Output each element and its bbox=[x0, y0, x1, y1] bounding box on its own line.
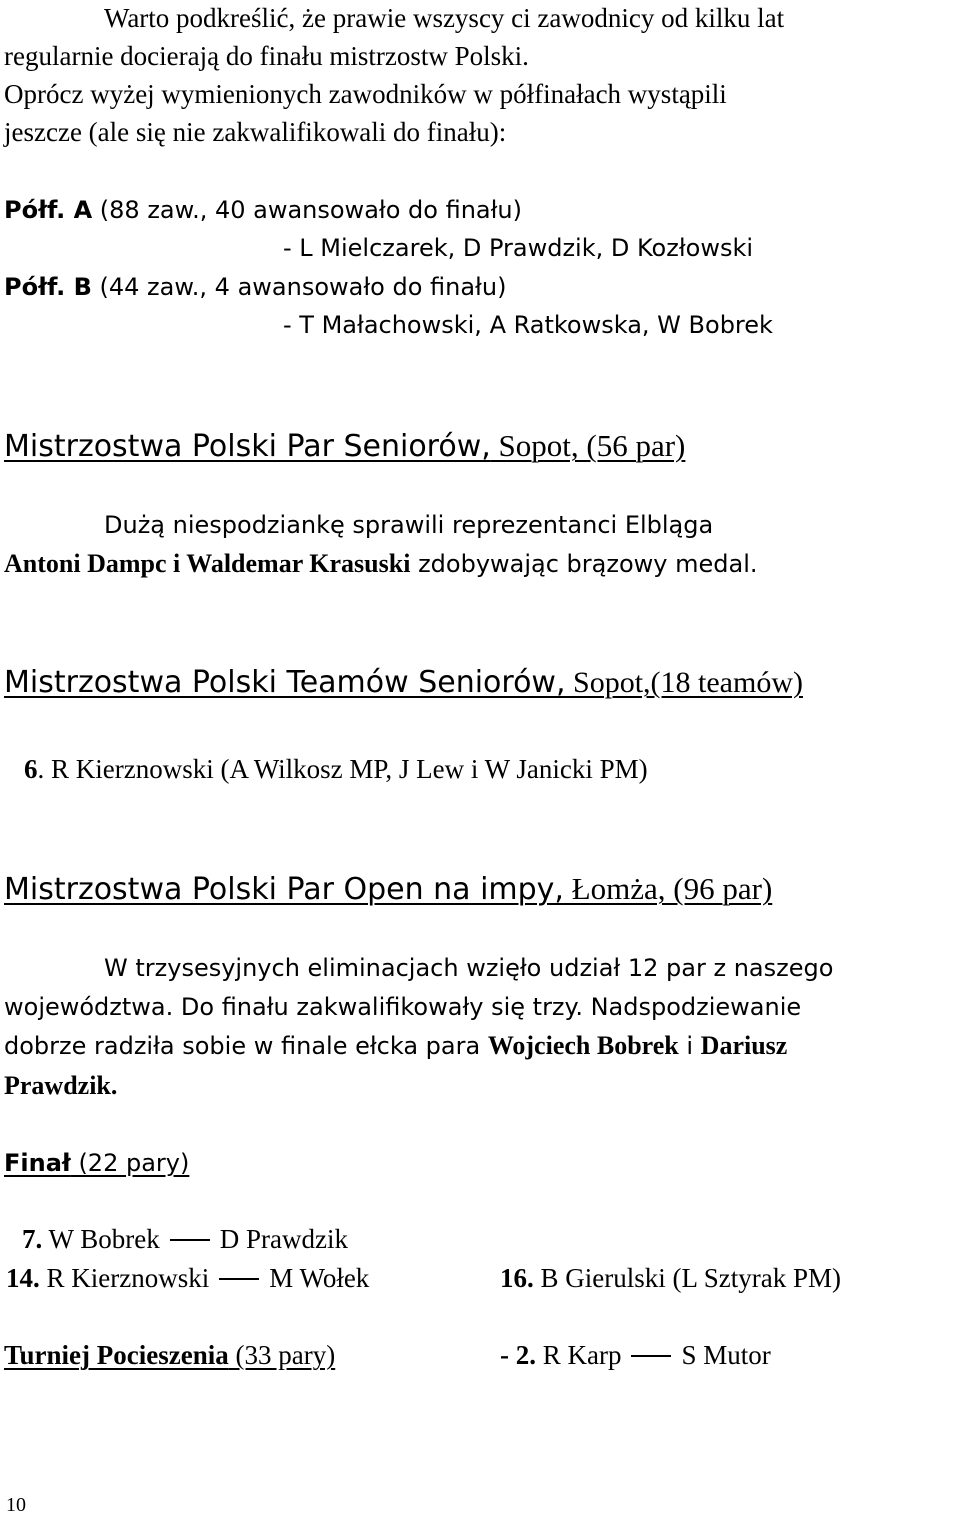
section-pairs-seniors-place: Sopot, (56 par) bbox=[490, 428, 686, 463]
section-open-text-2: województwa. Do finału zakwalifikowały się trzy. Nadspodziewanie bbox=[4, 993, 802, 1021]
section-open-text-3 bbox=[4, 1033, 787, 1059]
section-pairs-seniors-title: Mistrzostwa Polski Par Seniorów, bbox=[4, 429, 491, 464]
final-pair-7-b: D Prawdzik bbox=[219, 1224, 348, 1254]
player-name-bobrek: Wojciech Bobrek bbox=[487, 1031, 679, 1060]
semifinal-b-players: - T Małachowski, A Ratkowska, W Bobrek bbox=[283, 311, 773, 339]
section-open-title: Mistrzostwa Polski Par Open na impy, bbox=[4, 872, 564, 907]
semifinal-a-label: Półf. A bbox=[4, 196, 93, 224]
section-pairs-seniors-text-1: Dużą niespodziankę sprawili reprezentanci Elbląga bbox=[104, 511, 714, 539]
semifinal-b-label: Półf. B bbox=[4, 273, 92, 301]
section-pairs-seniors-text-2 bbox=[4, 551, 758, 577]
section-open-text-1: W trzysesyjnych eliminacjach wzięło udział 12 par z naszego bbox=[104, 954, 834, 982]
final-label: Finał bbox=[4, 1149, 71, 1177]
semifinal-b bbox=[4, 275, 506, 299]
consolation-result bbox=[500, 1342, 771, 1369]
team-rank: 6 bbox=[24, 754, 38, 784]
consolation-pair-b: S Mutor bbox=[681, 1340, 771, 1370]
final-pair-7-a: W Bobrek bbox=[42, 1224, 160, 1254]
section-teams-seniors-place: Sopot,(18 teamów) bbox=[565, 666, 803, 699]
semifinal-a bbox=[4, 198, 522, 222]
final-heading bbox=[4, 1151, 189, 1175]
section-open-text-3a: dobrze radziła sobie w finale ełcka para bbox=[4, 1032, 488, 1060]
team-result bbox=[24, 756, 648, 783]
final-pair-14-b: M Wołek bbox=[269, 1263, 370, 1293]
final-result-7 bbox=[22, 1226, 348, 1253]
intro-line-3: Oprócz wyżej wymienionych zawodników w półfinałach wystąpili bbox=[4, 79, 727, 109]
consolation-info: (33 pary) bbox=[228, 1340, 336, 1370]
intro-line-4: jeszcze (ale się nie zakwalifikowali do finału): bbox=[4, 117, 507, 147]
section-teams-seniors-title: Mistrzostwa Polski Teamów Seniorów, bbox=[4, 665, 566, 700]
player-name-dariusz: Dariusz bbox=[700, 1031, 788, 1060]
dash-separator bbox=[219, 1278, 259, 1280]
section-pairs-seniors-heading bbox=[4, 430, 685, 462]
final-info: (22 pary) bbox=[70, 1149, 190, 1177]
team-result-text: . R Kierznowski (A Wilkosz MP, J Lew i W Janicki PM) bbox=[37, 754, 648, 784]
consolation-pair-a: R Karp bbox=[536, 1340, 622, 1370]
section-open-heading bbox=[4, 873, 772, 905]
final-rank-7: 7. bbox=[22, 1224, 43, 1254]
intro-line-1: Warto podkreślić, że prawie wszyscy ci zawodnicy od kilku lat bbox=[104, 3, 785, 33]
final-rank-16: 16. bbox=[500, 1263, 534, 1293]
section-teams-seniors-heading bbox=[4, 665, 803, 700]
player-name-prawdzik: Prawdzik. bbox=[4, 1071, 118, 1100]
dash-separator bbox=[170, 1239, 210, 1241]
medal-text: zdobywając brązowy medal. bbox=[410, 550, 758, 578]
intro-line-2: regularnie docierają do finału mistrzostw Polski. bbox=[4, 41, 529, 71]
consolation-label: Turniej Pocieszenia bbox=[4, 1340, 229, 1370]
section-open-text-3c: i bbox=[678, 1032, 701, 1060]
semifinal-b-info: (44 zaw., 4 awansowało do finału) bbox=[91, 273, 507, 301]
semifinal-a-info: (88 zaw., 40 awansowało do finału) bbox=[92, 196, 523, 224]
dash-separator bbox=[631, 1355, 671, 1357]
final-pair-14-a: R Kierznowski bbox=[39, 1263, 210, 1293]
section-open-place: Łomża, (96 par) bbox=[563, 871, 773, 906]
consolation-rank: - 2. bbox=[500, 1340, 536, 1370]
final-rank-14: 14. bbox=[6, 1263, 40, 1293]
consolation-heading bbox=[4, 1342, 335, 1369]
page-number: 10 bbox=[6, 1494, 26, 1516]
final-pair-16: B Gierulski (L Sztyrak PM) bbox=[533, 1263, 841, 1293]
final-result-16 bbox=[500, 1265, 841, 1292]
semifinal-a-players: - L Mielczarek, D Prawdzik, D Kozłowski bbox=[283, 234, 754, 262]
medalist-names: Antoni Dampc i Waldemar Krasuski bbox=[4, 549, 411, 578]
final-result-14 bbox=[6, 1265, 369, 1292]
